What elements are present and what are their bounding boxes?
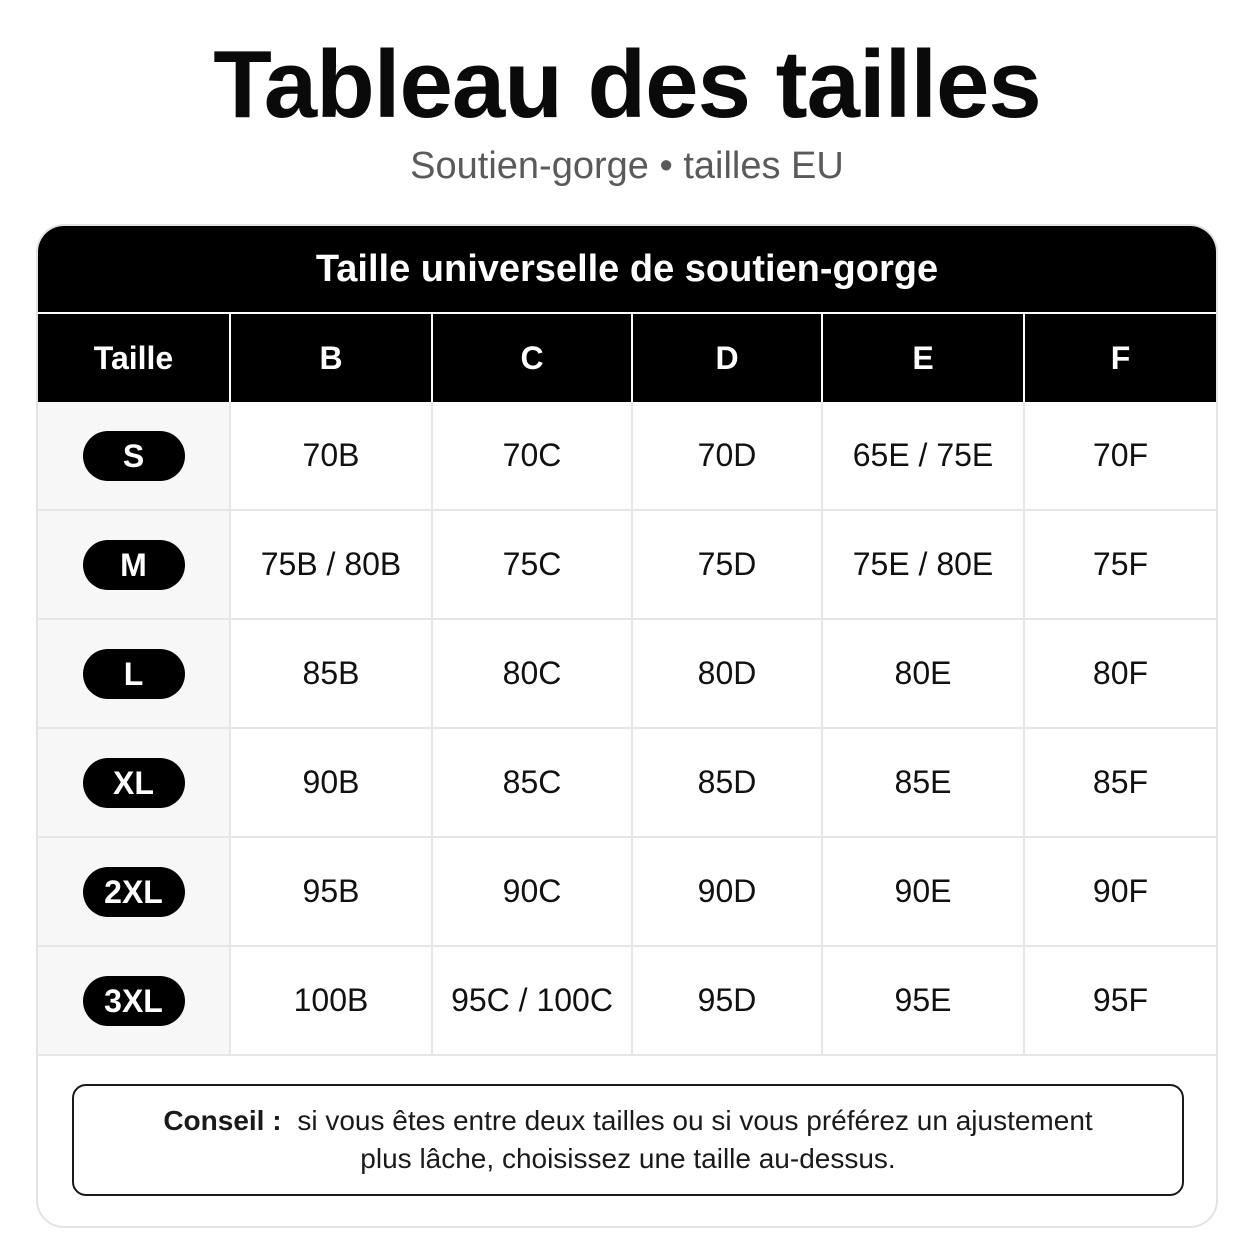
size-cell [38,946,230,1055]
page-title: Tableau des tailles [213,31,1041,138]
table-cell: 70C [432,402,632,510]
table-cell: 65E / 75E [822,402,1024,510]
size-badge: L [83,649,185,699]
table-cell: 90C [432,837,632,946]
size-cell [38,728,230,837]
table-cell: 85D [632,728,822,837]
size-table [38,312,1216,1056]
table-cell: 70B [230,402,432,510]
size-chart-card [36,224,1218,1228]
column-header-row [38,313,1216,402]
table-cell: 80C [432,619,632,728]
page-subtitle: Soutien-gorge • tailles EU [410,145,844,187]
table-cell: 85F [1024,728,1216,837]
table-cell: 90E [822,837,1024,946]
tip-label: Conseil : [163,1105,282,1136]
table-cell: 95C / 100C [432,946,632,1055]
table-cell: 75D [632,510,822,619]
table-row [38,619,1216,728]
table-cell: 70F [1024,402,1216,510]
table-cell: 85B [230,619,432,728]
table-cell: 95D [632,946,822,1055]
column-header-f: F [1024,313,1216,402]
table-cell: 75C [432,510,632,619]
table-row [38,946,1216,1055]
table-header-title: Taille universelle de soutien-gorge [38,226,1216,312]
size-badge: S [83,431,185,481]
table-cell: 95B [230,837,432,946]
size-badge: XL [83,758,185,808]
table-row [38,402,1216,510]
size-cell [38,619,230,728]
table-cell: 75B / 80B [230,510,432,619]
table-row [38,728,1216,837]
size-badge: 2XL [83,867,185,917]
tip-line-1 [74,1102,1182,1140]
tip-text-1: si vous êtes entre deux tailles ou si vous préférez un ajustement [297,1105,1093,1136]
table-cell: 75F [1024,510,1216,619]
column-header-b: B [230,313,432,402]
table-cell: 80D [632,619,822,728]
table-cell: 80F [1024,619,1216,728]
column-header-d: D [632,313,822,402]
size-cell [38,837,230,946]
table-cell: 80E [822,619,1024,728]
table-cell: 70D [632,402,822,510]
table-cell: 90F [1024,837,1216,946]
table-cell: 95F [1024,946,1216,1055]
column-header-taille: Taille [38,313,230,402]
table-cell: 85C [432,728,632,837]
table-cell: 100B [230,946,432,1055]
table-row [38,510,1216,619]
column-header-c: C [432,313,632,402]
size-cell [38,510,230,619]
table-cell: 90D [632,837,822,946]
size-cell [38,402,230,510]
table-cell: 95E [822,946,1024,1055]
tip-text-2: plus lâche, choisissez une taille au-dessus. [360,1143,896,1174]
column-header-e: E [822,313,1024,402]
table-cell: 85E [822,728,1024,837]
size-badge: M [83,540,185,590]
table-row [38,837,1216,946]
table-cell: 90B [230,728,432,837]
tip-box [72,1084,1184,1196]
table-cell: 75E / 80E [822,510,1024,619]
size-badge: 3XL [83,976,185,1026]
